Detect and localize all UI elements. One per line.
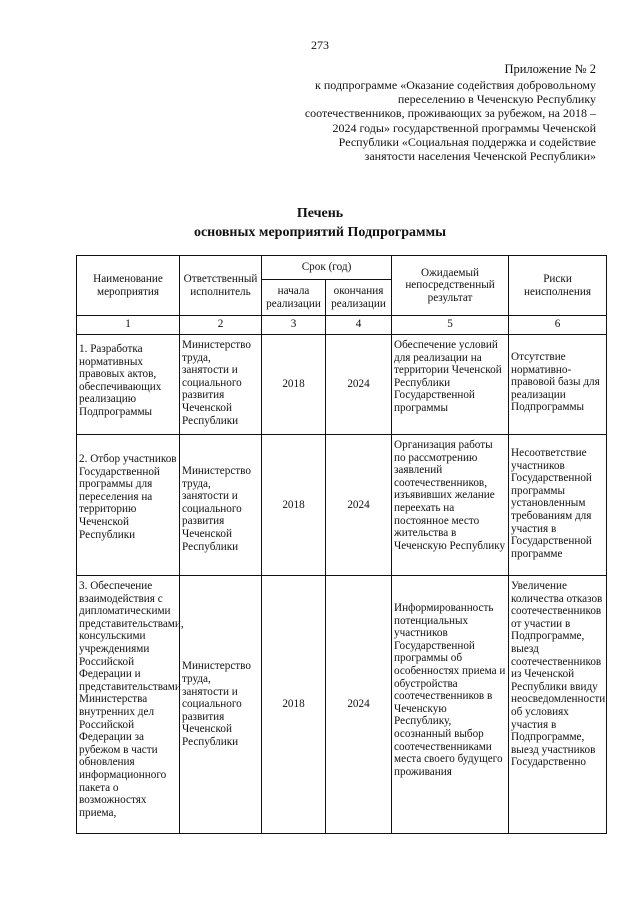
annex-title: Приложение № 2 <box>504 62 596 76</box>
row-name: 2. Отбор участников Государственной программы для переселения на территорию Чеченской Республики <box>77 435 180 576</box>
document-title <box>0 204 640 242</box>
page-number: 273 <box>311 38 329 52</box>
column-number: 5 <box>392 316 509 335</box>
header-name: Наименование мероприятия <box>77 256 180 316</box>
measures-table <box>76 255 607 834</box>
column-number-row <box>77 316 607 335</box>
row-result: Обеспечение условий для реализации на территории Чеченской Республики Государственной программы <box>392 335 509 435</box>
table-row <box>77 576 607 834</box>
row-end: 2024 <box>326 435 392 576</box>
row-start: 2018 <box>262 576 326 834</box>
header-end: окончания реализации <box>326 280 392 316</box>
row-executor: Министерство труда, занятости и социального развития Чеченской Республики <box>180 576 262 834</box>
table-header-row <box>77 256 607 280</box>
row-end: 2024 <box>326 576 392 834</box>
header-executor: Ответственный исполнитель <box>180 256 262 316</box>
row-executor: Министерство труда, занятости и социального развития Чеченской Республики <box>180 335 262 435</box>
document-title-line-2: основных мероприятий Подпрограммы <box>193 225 447 240</box>
annex-text: к подпрограмме «Оказание содействия добровольному переселению в Чеченскую Республику соотечественников, проживающих за рубежом, на 2018 – 2024 годы» государственной программы Чеченской Республики «Социальная поддержка и содействие занятости населения Чеченской Республики» <box>304 78 596 164</box>
column-number: 3 <box>262 316 326 335</box>
column-number: 4 <box>326 316 392 335</box>
row-name: 1. Разработка нормативных правовых актов, обеспечивающих реализацию Подпрограммы <box>77 335 180 435</box>
column-number: 1 <box>77 316 180 335</box>
header-start: начала реализации <box>262 280 326 316</box>
row-executor: Министерство труда, занятости и социального развития Чеченской Республики <box>180 435 262 576</box>
header-result: Ожидаемый непосредственный результат <box>392 256 509 316</box>
column-number: 2 <box>180 316 262 335</box>
row-result: Информированность потенциальных участников Государственной программы об особенностях приема и обустройства соотечественников в Чеченскую Республику, осознанный выбор соотечественниками места своего будущего проживания <box>392 576 509 834</box>
column-number: 6 <box>509 316 607 335</box>
header-risks: Риски неисполнения <box>509 256 607 316</box>
row-end: 2024 <box>326 335 392 435</box>
header-term: Срок (год) <box>262 256 392 280</box>
row-risks: Несоответствие участников Государственной программы установленным требованиям для участия в Государственной программе <box>509 435 607 576</box>
row-result: Организация работы по рассмотрению заявлений соотечественников, изъявивших желание переехать на постоянное место жительства в Чеченскую Республику <box>392 435 509 576</box>
row-risks: Увеличение количества отказов соотечественников от участии в Подпрограмме, выезд соотечественников из Чеченской Республики ввиду неосведомленности об условиях участия в Подпрограмме, выезд участников Государственно <box>509 576 607 834</box>
row-start: 2018 <box>262 435 326 576</box>
table-row <box>77 435 607 576</box>
row-name: 3. Обеспечение взаимодействия с дипломатическими представительствами, консульскими учреждениями Российской Федерации и представительствами Министерства внутренних дел Российской Федерации за рубежом в части обновления информационного пакета о возможностях приема, <box>77 576 180 834</box>
row-risks: Отсутствие нормативно-правовой базы для реализации Подпрограммы <box>509 335 607 435</box>
row-start: 2018 <box>262 335 326 435</box>
table-row <box>77 335 607 435</box>
document-title-line-1: Печень <box>296 206 344 221</box>
